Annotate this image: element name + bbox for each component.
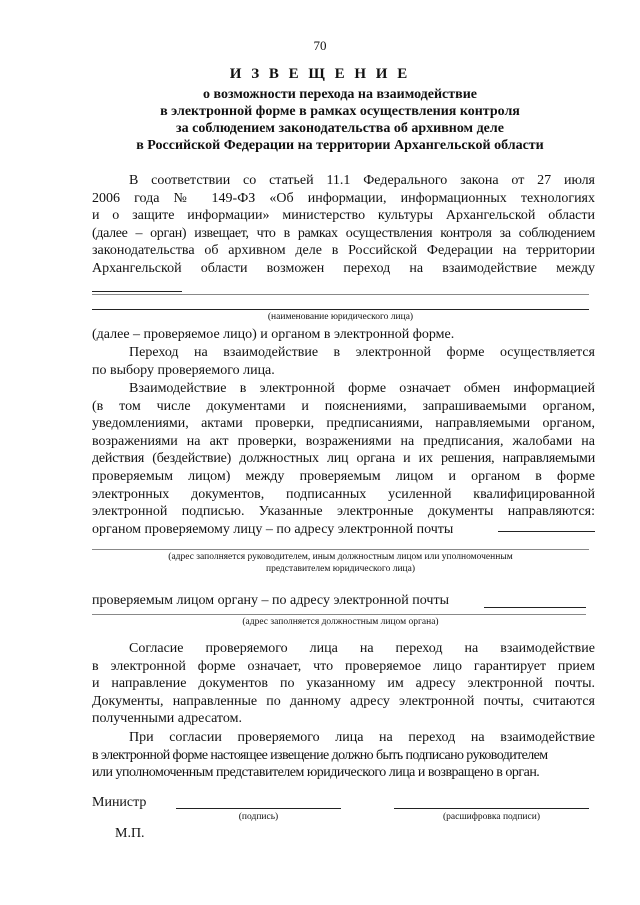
text-line: 2006 года № 149-ФЗ «Об информации, информационных технологиях: [92, 190, 595, 206]
document-title: И З В Е Щ Е Н И Е: [229, 66, 411, 82]
caption-line: представителем юридического лица): [266, 564, 415, 574]
caption-line: (адрес заполняется руководителем, иным должностным лицом или уполномоченным: [168, 552, 513, 562]
text-line: Документы, направленные по данному адресу электронной почты, считаются: [92, 693, 595, 709]
text-line: Переход на взаимодействие в электронной форме осуществляется: [129, 345, 595, 360]
text-line: в электронной форме означает, что проверяемое лицо гарантирует прием: [92, 658, 595, 674]
signature-caption: (подпись): [238, 812, 279, 822]
text-line: Архангельской области возможен переход на взаимодействие между: [92, 260, 595, 276]
email-head-caption: [92, 551, 589, 575]
subtitle-line: в электронной форме в рамках осуществления контроля: [160, 104, 520, 119]
paragraph-signing: [92, 729, 595, 782]
subtitle-line: в Российской Федерации на территории Архангельской области: [136, 138, 544, 153]
email-blank-person: [484, 607, 586, 608]
text-line: При согласии проверяемого лица на переход на взаимодействие: [129, 730, 595, 745]
to-organ-line: проверяемым лицом органу – по адресу электронной почты: [92, 593, 449, 608]
text-line: электронных документов, подписанных усиленной квалифицированной: [92, 486, 595, 502]
subtitle-line: о возможности перехода на взаимодействие: [203, 87, 477, 102]
text-line: уведомлениями, актами проверки, предписаниями, направляемыми органом,: [92, 416, 595, 432]
text-line: и о защите информации» министерство культуры Архангельской области: [92, 208, 595, 224]
legal-entity-caption: (наименование юридического лица): [267, 312, 414, 322]
legal-entity-blank-line: [92, 309, 589, 310]
text-line: в электронной форме настоящее извещение должно быть подписано руководителем: [92, 747, 548, 763]
email-blank-line: [92, 549, 589, 550]
legal-entity-blank-line: [92, 294, 589, 295]
text-line: и направление документов по указанному им адресу электронной почты.: [92, 676, 595, 692]
paragraph-choice: [92, 344, 595, 379]
paragraph-definition: [92, 380, 595, 538]
paragraph-consent: [92, 640, 595, 728]
text-line: (в том числе документами и пояснениями, запрашиваемыми органом,: [92, 398, 595, 414]
subtitle-line: за соблюдением законодательства об архивном деле: [176, 121, 504, 136]
text-line: органом проверяемому лицу – по адресу электронной почты: [92, 521, 454, 537]
decoding-blank: [394, 808, 589, 809]
document-subtitle: [80, 86, 600, 154]
text-line: проверяемым лицом) между проверяемым лицом и органом в форме: [92, 468, 595, 484]
text-line: возражениями на акт проверки, возражениями на предписания, жалобами на: [92, 433, 595, 449]
text-line: действия (бездействие) должностных лиц органа и их решения, направляемыми: [92, 451, 595, 467]
page-number: 70: [313, 38, 327, 53]
text-line: полученными адресатом.: [92, 711, 242, 727]
stamp-place: М.П.: [115, 826, 145, 841]
text-line: (далее – проверяемое лицо) и органом в электронной форме.: [92, 327, 455, 342]
legal-entity-blank-short: [92, 291, 182, 292]
text-line: законодательства об архивном деле в Российской Федерации на территории: [92, 243, 595, 259]
email-official-caption: (адрес заполняется должностным лицом органа): [242, 617, 439, 627]
minister-label: Министр: [92, 795, 147, 810]
text-line: электронной подписью. Указанные электронные документы направляются:: [92, 504, 595, 520]
text-line: Согласие проверяемого лица на переход на взаимодействие: [129, 641, 595, 656]
text-line: (далее – орган) извещает, что в рамках осуществления контроля за соблюдением: [92, 225, 595, 241]
decoding-caption: (расшифровка подписи): [443, 812, 540, 822]
text-line: В соответствии со статьей 11.1 Федерального закона от 27 июля: [129, 173, 595, 188]
email-blank-line: [92, 614, 586, 615]
paragraph-intro-end: [92, 326, 595, 344]
text-line: по выбору проверяемого лица.: [92, 362, 275, 378]
signature-blank: [176, 808, 341, 809]
text-line: Взаимодействие в электронной форме означает обмен информацией: [129, 381, 595, 396]
email-blank-organ: [498, 531, 595, 532]
paragraph-intro: [92, 172, 595, 278]
text-line: или уполномоченным представителем юридического лица и возвращено в орган.: [92, 765, 540, 781]
